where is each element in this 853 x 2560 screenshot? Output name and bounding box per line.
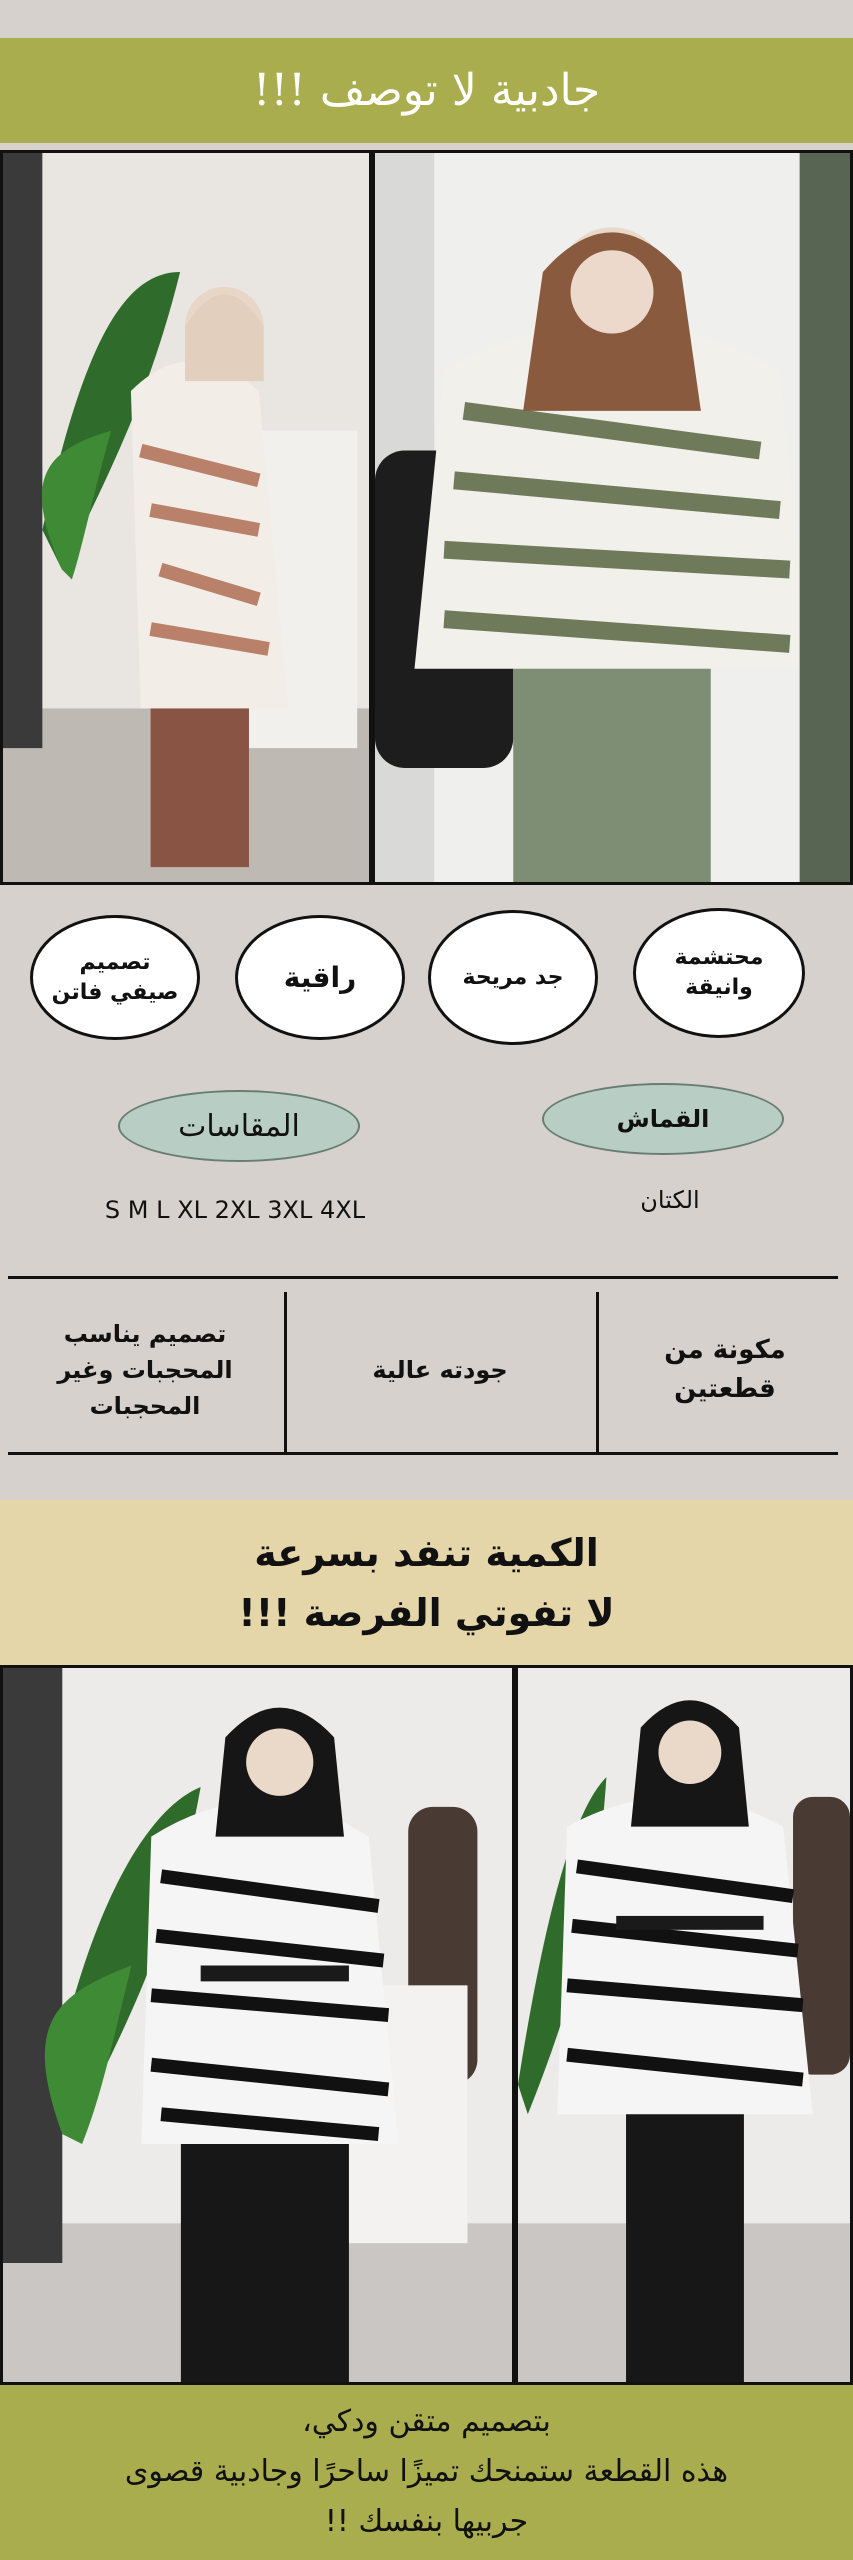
photo-illustration-zebra-1: [3, 1668, 512, 2382]
bottom-banner-line-1: بتصميم متقن ودكي،: [302, 2403, 551, 2439]
photo-illustration-zebra-2: [518, 1668, 850, 2382]
feature-oval-1: تصميم صيفي فاتن: [30, 915, 200, 1040]
sizes-label: المقاسات: [118, 1090, 360, 1162]
photo-illustration-green: [375, 153, 850, 882]
top-banner: [0, 0, 853, 150]
product-photo-green: [372, 150, 853, 885]
product-photo-zebra-1: [0, 1665, 515, 2385]
urgency-line-1: الكمية تنفد بسرعة: [254, 1530, 599, 1575]
product-photo-brown: [0, 150, 372, 885]
bottom-banner: [0, 2385, 853, 2560]
info-bottom-divider: [8, 1452, 838, 1455]
feature-oval-4: محتشمة وانيقة: [633, 908, 805, 1038]
photo-illustration-brown: [3, 153, 369, 882]
info-divider-left: [284, 1292, 287, 1452]
info-cell-3: مكونة من قطعتين: [664, 1335, 786, 1404]
feature-oval-2: راقية: [235, 915, 405, 1040]
sizes-value: S M L XL 2XL 3XL 4XL: [104, 1196, 366, 1224]
fabric-label: القماش: [542, 1083, 784, 1155]
fabric-value: الكتان: [640, 1186, 700, 1214]
info-divider-right: [596, 1292, 599, 1452]
info-top-divider: [8, 1276, 838, 1279]
urgency-line-2: لا تفوتي الفرصة !!!: [238, 1590, 615, 1635]
product-photo-zebra-2: [515, 1665, 853, 2385]
info-cell-2: جودته عالية: [372, 1356, 508, 1384]
feature-oval-3: جد مريحة: [428, 910, 598, 1045]
bottom-banner-line-2: هذه القطعة ستمنحك تميزًا ساحرًا وجادبية قصوى: [124, 2453, 729, 2489]
bottom-banner-line-3: جربيها بنفسك !!: [324, 2503, 529, 2539]
urgency-band: [0, 1500, 853, 1665]
top-banner-text: جادبية لا توصف !!!: [252, 65, 601, 116]
info-cell-1: تصميم يناسب المحجبات وغير المحجبات: [57, 1320, 233, 1420]
